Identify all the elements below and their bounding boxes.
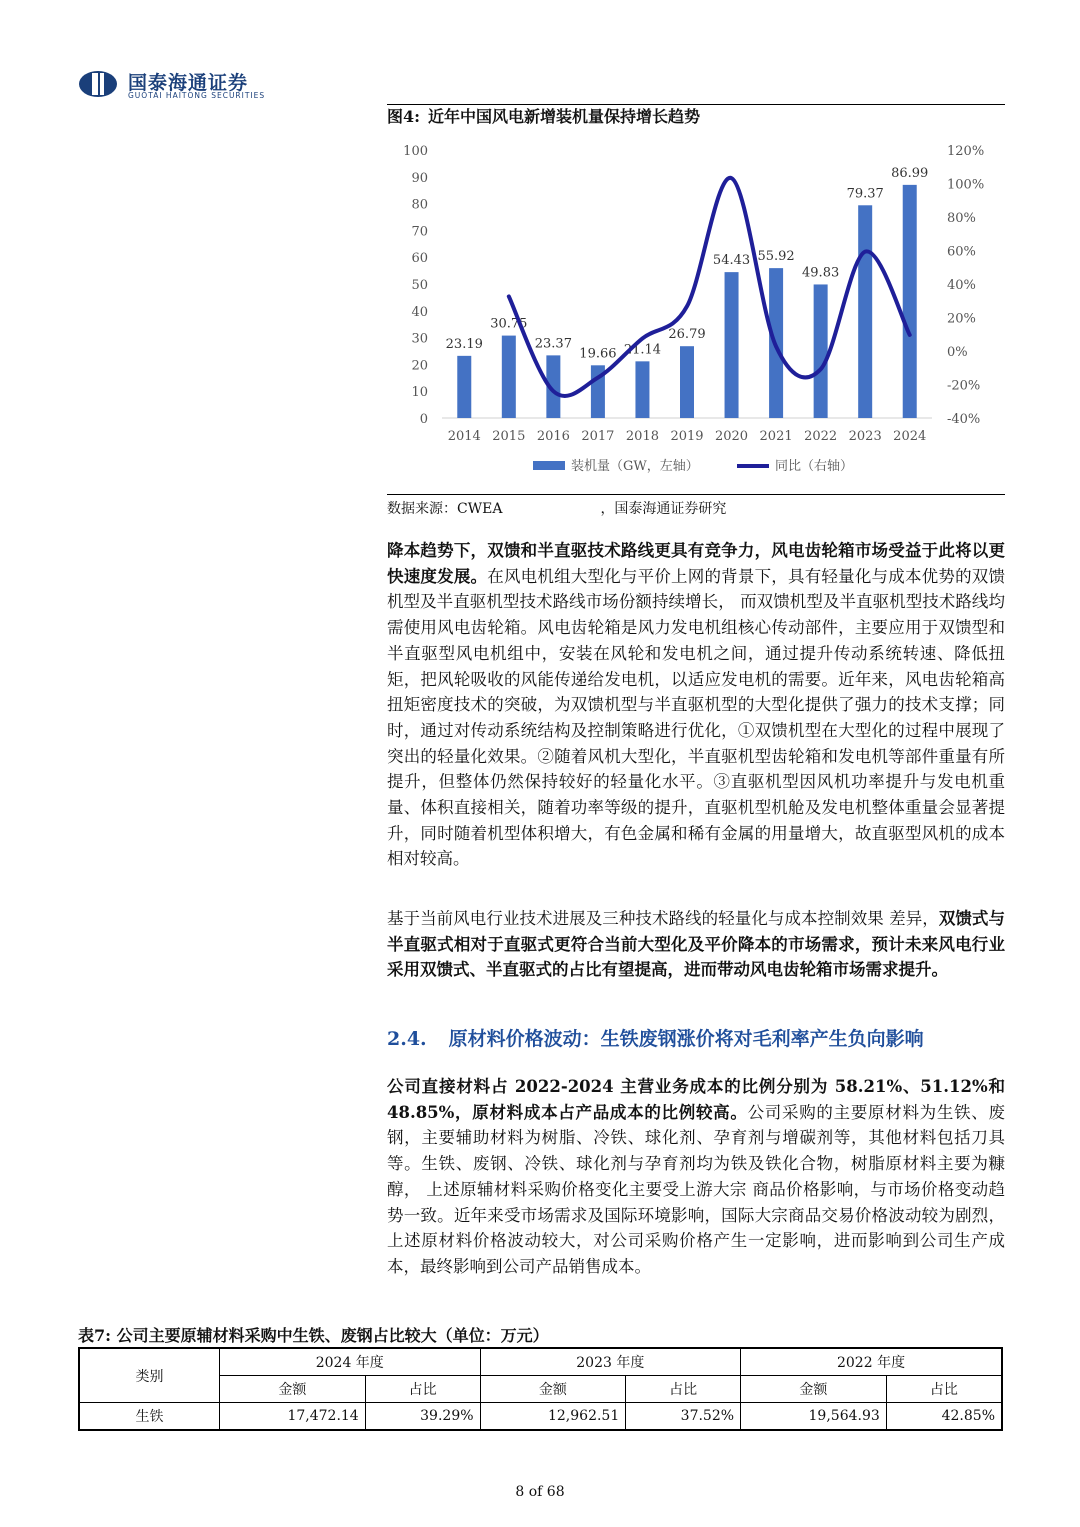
bar-data-label: 19.66 [579, 346, 617, 362]
cell-ratio-2024: 39.29% [365, 1403, 480, 1431]
left-tick-label: 40 [411, 304, 428, 320]
bar-data-label: 21.14 [623, 342, 662, 358]
x-tick-label: 2021 [759, 429, 793, 444]
right-tick-label: 80% [947, 211, 976, 226]
figure-title [387, 104, 1005, 129]
cell-ratio-2023: 37.52% [626, 1403, 741, 1431]
right-tick-label: 0% [947, 345, 968, 360]
row-category: 生铁 [79, 1403, 220, 1431]
right-tick-label: 120% [947, 144, 985, 159]
section-number: 2.4. [387, 1028, 427, 1050]
figure-source [387, 494, 1005, 518]
bar [858, 205, 872, 418]
bar [680, 346, 694, 418]
legend-line-label: 同比（右轴） [775, 459, 854, 474]
section-title: 原材料价格波动：生铁废钢涨价将对毛利率产生负向影响 [448, 1028, 924, 1050]
paragraph-route-conclusion: 双馈式与半直驱式相对于直驱式更符合当前大型化及平价降本的市场需求，预计未来风电行业采用双馈式、半直驱式的占比有望提高，进而带动风电齿轮箱市场需求提升。 [387, 909, 1005, 980]
cell-ratio-2022: 42.85% [886, 1403, 1002, 1431]
right-tick-label: 20% [947, 311, 976, 327]
x-tick-label: 2019 [670, 429, 704, 444]
bar-data-label: 23.19 [445, 336, 483, 352]
left-tick-label: 20 [411, 358, 428, 374]
table-header-row [79, 1348, 1002, 1376]
bar-data-label: 86.99 [891, 165, 929, 181]
table-row [79, 1403, 1002, 1431]
right-tick-label: -20% [947, 378, 981, 394]
paragraph-route [387, 906, 1005, 983]
company-logo [78, 68, 278, 102]
left-tick-label: 100 [403, 144, 428, 159]
bar [725, 272, 739, 418]
x-tick-label: 2020 [714, 429, 749, 444]
left-tick-label: 50 [411, 278, 428, 293]
x-tick-label: 2023 [848, 429, 882, 444]
x-tick-label: 2014 [447, 429, 481, 444]
company-name-cn: 国泰海通证券 [128, 72, 249, 94]
source-tail: ，国泰海通证券研究 [600, 501, 727, 517]
subheader-ratio: 占比 [886, 1376, 1002, 1403]
left-tick-label: 80 [411, 197, 428, 213]
left-tick-label: 10 [411, 385, 428, 401]
paragraph-materials [387, 1074, 1005, 1280]
paragraph-gearbox-lead: 降本趋势下，双馈和半直驱技术路线更具有竞争力，风电齿轮箱市场受益于此将以更快速度发展。 [387, 541, 1005, 586]
bar [635, 361, 649, 418]
x-tick-label: 2022 [804, 429, 838, 444]
header-category: 类别 [79, 1348, 220, 1403]
table-caption: 公司主要原辅材料采购中生铁、废钢占比较大（单位：万元） [116, 1326, 549, 1345]
bar-data-label: 54.43 [712, 253, 751, 269]
paragraph-materials-body: 公司采购的主要原材料为生铁、废钢，主要辅助材料为树脂、冷铁、球化剂、孕育剂与增碳剂等，其他材料包括刀具等。生铁、废钢、冷铁、球化剂与孕育剂均为铁及铁化合物，树脂原材料主要为糠醇， 上述原辅材料采购价格变化主要受上游大宗 商品价格影响，与市场价格变动趋势一致。近年来受市场需求及国际环境影响，国际大宗商品交易价格波动较为剧烈，上述原材料价格波动较大，对公司采购价格产生一定影响，进而影响到公司生产成本，最终影响到公司产品销售成本。 [387, 1102, 1005, 1276]
right-tick-label: 60% [947, 244, 976, 260]
subheader-amount: 金额 [741, 1376, 887, 1403]
paragraph-gearbox [387, 538, 1005, 872]
table-label: 表7: [78, 1326, 112, 1345]
legend-bar-label: 装机量（GW，左轴） [571, 459, 699, 474]
materials-table [78, 1347, 1003, 1431]
right-tick-label: -40% [947, 412, 981, 427]
bar-data-label: 79.37 [846, 186, 884, 202]
bar [814, 284, 828, 418]
company-name-en: GUOTAI HAITONG SECURITIES [128, 91, 266, 100]
wind-capacity-chart [387, 135, 1005, 495]
x-tick-label: 2024 [893, 429, 927, 444]
left-tick-label: 0 [419, 412, 428, 427]
subheader-ratio: 占比 [626, 1376, 741, 1403]
left-tick-label: 30 [411, 331, 428, 347]
subheader-ratio: 占比 [365, 1376, 480, 1403]
header-year-2023: 2023 年度 [480, 1348, 741, 1376]
section-heading [387, 1024, 924, 1051]
paragraph-gearbox-body: 在风电机组大型化与平价上网的背景下，具有轻量化与成本优势的双馈机型及半直驱机型技术路线市场份额持续增长， 而双馈机型及半直驱机型技术路线均需使用风电齿轮箱。风电齿轮箱是风力发电机组核心传动部件，主要应用于双馈型和半直驱型风电机组中，安装在风轮和发电机之间，通过提升传动系统转速、降低扭矩，把风轮吸收的风能传递给发电机，以适应发电机的需要。近年来，风电齿轮箱高扭矩密度技术的突破，为双馈机型与半直驱机型的大型化提供了强力的技术支撑；同时，通过对传动系统结构及控制策略进行优化，①双馈机型在大型化的过程中展现了突出的轻量化效果。②随着风机大型化，半直驱机型齿轮箱和发电机等部件重量有所提升，但整体仍然保持较好的轻量化水平。③直驱机型因风机功率提升与发电机重量、体积直接相关，随着功率等级的提升，直驱机型机舱及发电机整体重量会显著提升，同时随着机型体积增大，有色金属和稀有金属的用量增大，故直驱型风机的成本相对较高。 [387, 566, 1005, 869]
bar-data-label: 26.79 [668, 327, 706, 343]
yoy-line [509, 178, 910, 396]
x-tick-label: 2015 [492, 429, 526, 444]
left-tick-label: 70 [411, 224, 428, 240]
x-tick-label: 2018 [625, 429, 660, 444]
cell-amount-2022: 19,564.93 [741, 1403, 887, 1431]
paragraph-materials-lead: 公司直接材料占 2022-2024 主营业务成本的比例分别为 58.21%、51.12%和 48.85%，原材料成本占产品成本的比例较高。 [387, 1077, 1005, 1122]
page-number: 8 of 68 [515, 1484, 565, 1500]
bar-data-label: 30.75 [490, 316, 528, 332]
left-tick-label: 60 [411, 251, 428, 267]
logo-mark-icon [78, 70, 118, 98]
x-tick-label: 2016 [536, 429, 570, 444]
bar-data-label: 49.83 [802, 265, 840, 281]
paragraph-route-lead: 基于当前风电行业技术进展及三种技术路线的轻量化与成本控制效果 差异， [387, 909, 939, 928]
figure-label: 图4: [387, 107, 421, 126]
bar-data-label: 55.92 [757, 249, 795, 265]
bar [502, 336, 516, 418]
figure-caption: 近年中国风电新增装机量保持增长趋势 [428, 107, 701, 126]
subheader-amount: 金额 [220, 1376, 366, 1403]
cell-amount-2023: 12,962.51 [480, 1403, 626, 1431]
header-year-2022: 2022 年度 [741, 1348, 1002, 1376]
table-title [78, 1323, 549, 1346]
bar [457, 356, 471, 418]
bar-data-label: 23.37 [534, 336, 572, 352]
cell-amount-2024: 17,472.14 [220, 1403, 366, 1431]
header-year-2024: 2024 年度 [220, 1348, 481, 1376]
x-tick-label: 2017 [581, 429, 615, 444]
right-tick-label: 40% [947, 278, 976, 293]
legend-bar-swatch [533, 461, 565, 470]
subheader-amount: 金额 [480, 1376, 626, 1403]
left-tick-label: 90 [411, 170, 428, 186]
source-label: 数据来源：CWEA [387, 501, 503, 517]
bar [903, 185, 917, 418]
right-tick-label: 100% [947, 177, 985, 193]
